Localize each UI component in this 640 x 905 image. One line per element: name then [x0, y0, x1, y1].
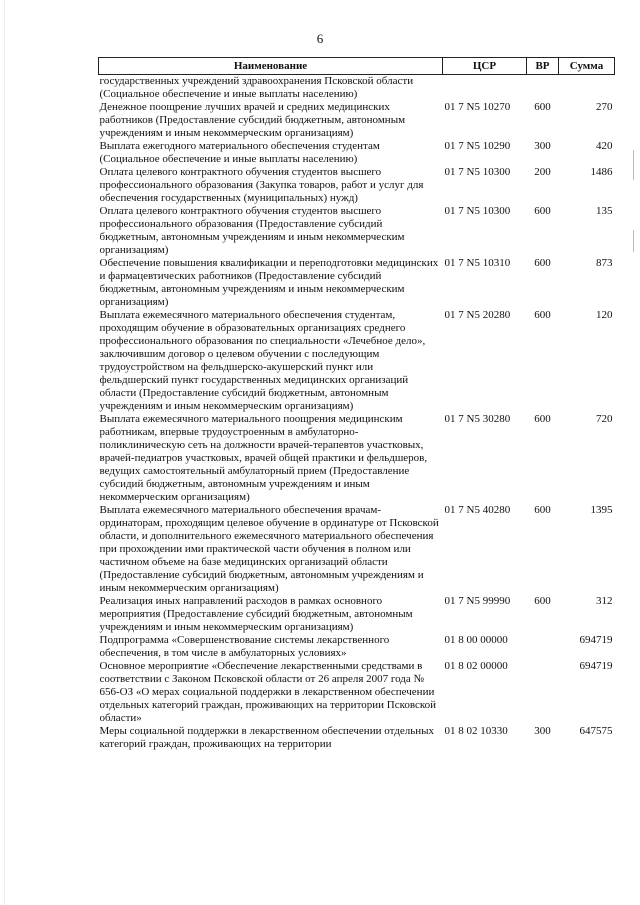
row-csr [443, 75, 527, 102]
table-header [99, 58, 615, 75]
row-vr: 600 [534, 413, 551, 425]
row-csr: 01 7 N5 10270 [444, 101, 511, 113]
page-number: 6 [316, 31, 324, 46]
header-csr: ЦСР [443, 58, 527, 75]
table-row [99, 725, 615, 751]
row-sum: 270 [596, 101, 613, 113]
row-name: Выплата ежемесячного материального обеспечения врачам-ординаторам, проходящим целевое обучение в ординатуре от Псковской области, и дополнительного ежемесячного материального обеспечения при прохождении ими практической части обучения в полном или частичном объеме на базе медицинских организаций области (Предоставление субсидий бюджетным, автономным учреждениям и иным некоммерческим организациям) [99, 504, 439, 594]
row-csr: 01 7 N5 40280 [444, 504, 511, 516]
row-csr: 01 8 02 00000 [444, 660, 508, 672]
row-vr: 600 [534, 504, 551, 516]
row-sum: 1395 [590, 504, 613, 516]
row-csr: 01 7 N5 10300 [444, 166, 511, 178]
row-csr: 01 7 N5 20280 [444, 309, 511, 321]
table-row [99, 75, 615, 102]
row-vr: 300 [534, 140, 551, 152]
row-sum: 647575 [579, 725, 613, 737]
scan-edge [4, 0, 5, 905]
row-name: Меры социальной поддержки в лекарственном обеспечении отдельных категорий граждан, проживающих на территории [99, 725, 434, 750]
table-body [99, 75, 615, 752]
row-sum: 694719 [579, 634, 613, 646]
row-name: Оплата целевого контрактного обучения студентов высшего профессионального образования (Предоставление субсидий бюджетным, автономным учреждениям и иным некоммерческим организациям) [99, 205, 405, 256]
row-vr: 600 [534, 101, 551, 113]
row-sum: 720 [596, 413, 613, 425]
row-vr [527, 660, 559, 725]
row-sum: 873 [596, 257, 613, 269]
row-sum: 312 [596, 595, 613, 607]
table-row [99, 309, 615, 413]
scan-artifact [633, 150, 634, 180]
row-csr: 01 7 N5 10300 [444, 205, 511, 217]
row-vr: 600 [534, 257, 551, 269]
row-sum: 1486 [590, 166, 613, 178]
row-name: Реализация иных направлений расходов в рамках основного мероприятия (Предоставление субсидий бюджетным, автономным учреждениям и иным некоммерческим организациям) [99, 595, 413, 633]
row-csr: 01 7 N5 10290 [444, 140, 511, 152]
table-row [99, 166, 615, 205]
table-row [99, 413, 615, 504]
budget-table-container [98, 57, 614, 751]
row-name: государственных учреждений здравоохранения Псковской области (Социальное обеспечение и иные выплаты населению) [99, 75, 414, 100]
row-sum: 135 [596, 205, 613, 217]
row-name: Обеспечение повышения квалификации и переподготовки медицинских и фармацевтических работников (Предоставление субсидий бюджетным, автономным учреждениям и иным некоммерческим организациям) [99, 257, 439, 308]
row-sum: 120 [596, 309, 613, 321]
row-vr [527, 75, 559, 102]
row-vr: 300 [534, 725, 551, 737]
table-row [99, 101, 615, 140]
row-name: Выплата ежемесячного материального обеспечения студентам, проходящим обучение в образовательных организациях среднего профессионального образования по специальности «Лечебное дело», заключившим договор о целевом обучении с последующим трудоустройством на фельдшерско-акушерский пункт или фельдшерский пункт государственных медицинских организаций области (Предоставление субсидий бюджетным, автономным учреждениям и иным некоммерческим организациям) [99, 309, 426, 412]
row-vr [527, 634, 559, 660]
row-sum: 420 [596, 140, 613, 152]
row-vr: 200 [534, 166, 551, 178]
row-name: Выплата ежегодного материального обеспечения студентам (Социальное обеспечение и иные выплаты населению) [99, 140, 380, 165]
table-row [99, 257, 615, 309]
row-name: Оплата целевого контрактного обучения студентов высшего профессионального образования (Закупка товаров, работ и услуг для обеспечения государственных (муниципальных) нужд) [99, 166, 424, 204]
row-csr: 01 8 02 10330 [444, 725, 508, 737]
row-csr: 01 7 N5 99990 [444, 595, 511, 607]
table-row [99, 205, 615, 257]
row-name: Денежное поощрение лучших врачей и средних медицинских работников (Предоставление субсидий бюджетным, автономным учреждениям и иным некоммерческим организациям) [99, 101, 406, 139]
row-vr: 600 [534, 309, 551, 321]
row-csr: 01 7 N5 10310 [444, 257, 511, 269]
table-row [99, 595, 615, 634]
table-row [99, 634, 615, 660]
header-name: Наименование [99, 58, 443, 75]
row-name: Основное мероприятие «Обеспечение лекарственными средствами в соответствии с Законом Псковской области от 26 апреля 2007 года № 656-ОЗ «О мерах социальной поддержки в лекарственном обеспечении отдельных категорий граждан, проживающих на территории Псковской области» [99, 660, 437, 724]
header-row [99, 58, 615, 75]
table-row [99, 140, 615, 166]
row-name: Выплата ежемесячного материального поощрения медицинским работникам, впервые трудоустроенным в амбулаторно-поликлиническую сеть на должности врачей-терапевтов участковых, врачей-педиатров участковых, врачей общей практики и фельдшеров, ведущих самостоятельный амбулаторный прием (Предоставление субсидий бюджетным, автономным учреждениям и иным некоммерческим организациям) [99, 413, 428, 503]
header-sum: Сумма [559, 58, 615, 75]
row-sum [559, 75, 615, 102]
row-name: Подпрограмма «Совершенствование системы лекарственного обеспечения, в том числе в амбулаторных условиях» [99, 634, 390, 659]
row-vr: 600 [534, 595, 551, 607]
table-row [99, 660, 615, 725]
scan-artifact [633, 230, 634, 252]
row-vr: 600 [534, 205, 551, 217]
row-csr: 01 7 N5 30280 [444, 413, 511, 425]
table-row [99, 504, 615, 595]
row-csr: 01 8 00 00000 [444, 634, 508, 646]
header-vr: ВР [527, 58, 559, 75]
row-sum: 694719 [579, 660, 613, 672]
budget-table [98, 57, 615, 751]
